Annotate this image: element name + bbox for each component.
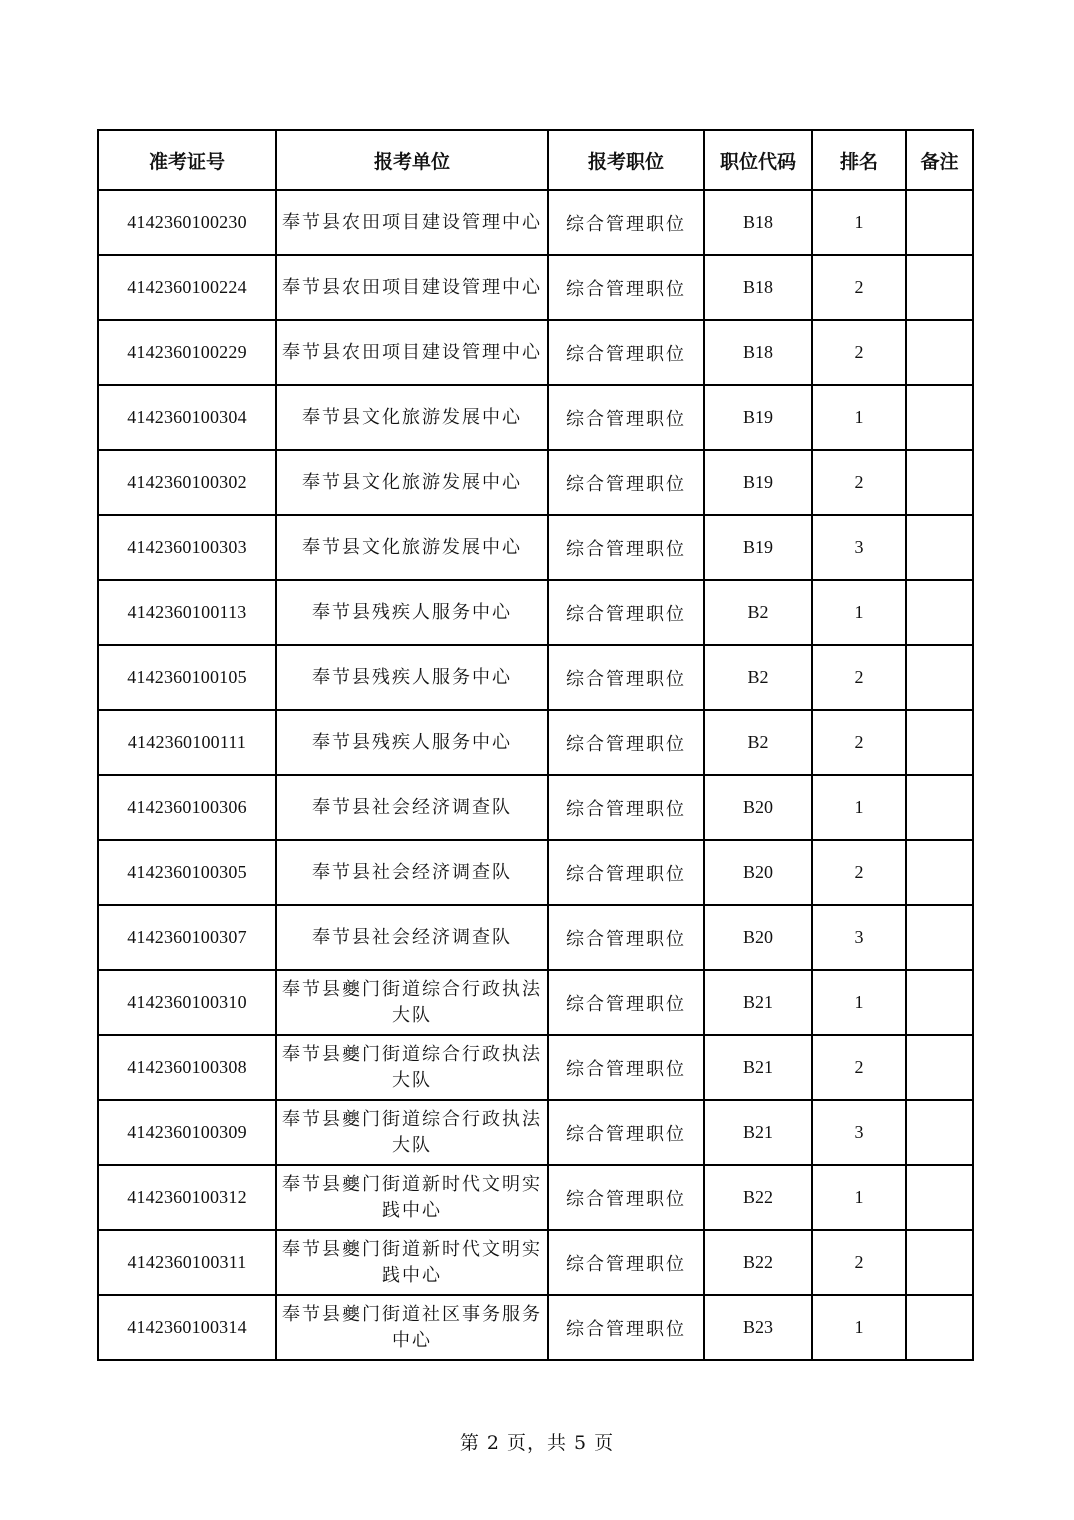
page-indicator: 第 2 页，共 5 页 [459, 1432, 615, 1454]
cell-remarks [906, 190, 973, 255]
cell-unit: 奉节县夔门街道综合行政执法大队 [276, 970, 548, 1035]
cell-unit: 奉节县社会经济调查队 [276, 775, 548, 840]
cell-rank: 2 [812, 840, 906, 905]
cell-position-code: B21 [704, 1035, 812, 1100]
cell-remarks [906, 450, 973, 515]
header-rank: 排名 [812, 130, 906, 190]
cell-rank: 2 [812, 255, 906, 320]
cell-exam-number: 4142360100312 [98, 1165, 276, 1230]
cell-rank: 3 [812, 1100, 906, 1165]
cell-unit: 奉节县夔门街道社区事务服务中心 [276, 1295, 548, 1360]
header-unit: 报考单位 [276, 130, 548, 190]
cell-position: 综合管理职位 [548, 905, 704, 970]
cell-exam-number: 4142360100310 [98, 970, 276, 1035]
cell-rank: 1 [812, 385, 906, 450]
cell-rank: 1 [812, 580, 906, 645]
table-row [98, 710, 973, 775]
cell-position: 综合管理职位 [548, 515, 704, 580]
header-remarks: 备注 [906, 130, 973, 190]
cell-exam-number: 4142360100224 [98, 255, 276, 320]
cell-position-code: B19 [704, 515, 812, 580]
cell-remarks [906, 515, 973, 580]
cell-position: 综合管理职位 [548, 1165, 704, 1230]
header-exam-number: 准考证号 [98, 130, 276, 190]
cell-remarks [906, 645, 973, 710]
cell-unit: 奉节县夔门街道综合行政执法大队 [276, 1035, 548, 1100]
table-row [98, 255, 973, 320]
cell-unit: 奉节县社会经济调查队 [276, 905, 548, 970]
cell-unit: 奉节县残疾人服务中心 [276, 580, 548, 645]
cell-position: 综合管理职位 [548, 710, 704, 775]
cell-unit: 奉节县残疾人服务中心 [276, 645, 548, 710]
cell-unit: 奉节县夔门街道综合行政执法大队 [276, 1100, 548, 1165]
cell-position: 综合管理职位 [548, 580, 704, 645]
table-row [98, 1035, 973, 1100]
table-row [98, 1165, 973, 1230]
table-row [98, 1230, 973, 1295]
cell-rank: 1 [812, 970, 906, 1035]
cell-unit: 奉节县农田项目建设管理中心 [276, 320, 548, 385]
cell-rank: 2 [812, 450, 906, 515]
cell-rank: 1 [812, 775, 906, 840]
cell-remarks [906, 1230, 973, 1295]
cell-position-code: B20 [704, 775, 812, 840]
cell-unit: 奉节县残疾人服务中心 [276, 710, 548, 775]
cell-remarks [906, 905, 973, 970]
cell-position-code: B21 [704, 1100, 812, 1165]
cell-rank: 2 [812, 1035, 906, 1100]
cell-remarks [906, 840, 973, 905]
cell-position-code: B18 [704, 255, 812, 320]
cell-position-code: B20 [704, 840, 812, 905]
table-row [98, 775, 973, 840]
cell-position-code: B21 [704, 970, 812, 1035]
cell-position-code: B22 [704, 1165, 812, 1230]
cell-exam-number: 4142360100113 [98, 580, 276, 645]
table-row [98, 1295, 973, 1360]
cell-position-code: B2 [704, 580, 812, 645]
cell-unit: 奉节县夔门街道新时代文明实践中心 [276, 1230, 548, 1295]
cell-rank: 2 [812, 710, 906, 775]
cell-exam-number: 4142360100303 [98, 515, 276, 580]
header-position-code: 职位代码 [704, 130, 812, 190]
cell-position: 综合管理职位 [548, 1035, 704, 1100]
cell-remarks [906, 580, 973, 645]
cell-position: 综合管理职位 [548, 970, 704, 1035]
table-row [98, 580, 973, 645]
cell-remarks [906, 320, 973, 385]
cell-remarks [906, 1295, 973, 1360]
cell-position-code: B18 [704, 190, 812, 255]
table-row [98, 970, 973, 1035]
header-position: 报考职位 [548, 130, 704, 190]
cell-unit: 奉节县文化旅游发展中心 [276, 515, 548, 580]
cell-position-code: B18 [704, 320, 812, 385]
cell-exam-number: 4142360100309 [98, 1100, 276, 1165]
cell-position: 综合管理职位 [548, 320, 704, 385]
cell-position: 综合管理职位 [548, 840, 704, 905]
cell-rank: 1 [812, 1295, 906, 1360]
cell-position: 综合管理职位 [548, 1100, 704, 1165]
cell-rank: 3 [812, 515, 906, 580]
cell-remarks [906, 255, 973, 320]
cell-exam-number: 4142360100304 [98, 385, 276, 450]
cell-exam-number: 4142360100230 [98, 190, 276, 255]
cell-remarks [906, 1165, 973, 1230]
cell-position: 综合管理职位 [548, 255, 704, 320]
cell-remarks [906, 970, 973, 1035]
table-row [98, 320, 973, 385]
cell-exam-number: 4142360100307 [98, 905, 276, 970]
cell-exam-number: 4142360100306 [98, 775, 276, 840]
table-row [98, 840, 973, 905]
table-row [98, 450, 973, 515]
cell-exam-number: 4142360100314 [98, 1295, 276, 1360]
cell-unit: 奉节县农田项目建设管理中心 [276, 255, 548, 320]
cell-position-code: B23 [704, 1295, 812, 1360]
cell-position-code: B2 [704, 710, 812, 775]
cell-position: 综合管理职位 [548, 385, 704, 450]
cell-position-code: B19 [704, 450, 812, 515]
cell-exam-number: 4142360100105 [98, 645, 276, 710]
cell-position: 综合管理职位 [548, 1230, 704, 1295]
table-body [98, 190, 973, 1360]
cell-position-code: B19 [704, 385, 812, 450]
table-header-row [98, 130, 973, 190]
cell-rank: 1 [812, 190, 906, 255]
cell-remarks [906, 1100, 973, 1165]
cell-position: 综合管理职位 [548, 190, 704, 255]
cell-exam-number: 4142360100111 [98, 710, 276, 775]
cell-unit: 奉节县文化旅游发展中心 [276, 385, 548, 450]
cell-remarks [906, 1035, 973, 1100]
cell-rank: 2 [812, 1230, 906, 1295]
cell-exam-number: 4142360100302 [98, 450, 276, 515]
table-row [98, 645, 973, 710]
cell-position: 综合管理职位 [548, 775, 704, 840]
cell-unit: 奉节县夔门街道新时代文明实践中心 [276, 1165, 548, 1230]
cell-position: 综合管理职位 [548, 1295, 704, 1360]
cell-remarks [906, 710, 973, 775]
cell-position: 综合管理职位 [548, 645, 704, 710]
cell-unit: 奉节县农田项目建设管理中心 [276, 190, 548, 255]
cell-remarks [906, 775, 973, 840]
results-table [97, 129, 974, 1361]
table-row [98, 1100, 973, 1165]
cell-exam-number: 4142360100308 [98, 1035, 276, 1100]
table-row [98, 385, 973, 450]
cell-position-code: B2 [704, 645, 812, 710]
cell-unit: 奉节县文化旅游发展中心 [276, 450, 548, 515]
cell-rank: 2 [812, 320, 906, 385]
table-row [98, 905, 973, 970]
cell-exam-number: 4142360100311 [98, 1230, 276, 1295]
cell-rank: 2 [812, 645, 906, 710]
cell-rank: 3 [812, 905, 906, 970]
cell-remarks [906, 385, 973, 450]
cell-exam-number: 4142360100305 [98, 840, 276, 905]
cell-position-code: B20 [704, 905, 812, 970]
cell-position-code: B22 [704, 1230, 812, 1295]
table-row [98, 190, 973, 255]
cell-unit: 奉节县社会经济调查队 [276, 840, 548, 905]
table-row [98, 515, 973, 580]
cell-position: 综合管理职位 [548, 450, 704, 515]
cell-rank: 1 [812, 1165, 906, 1230]
cell-exam-number: 4142360100229 [98, 320, 276, 385]
